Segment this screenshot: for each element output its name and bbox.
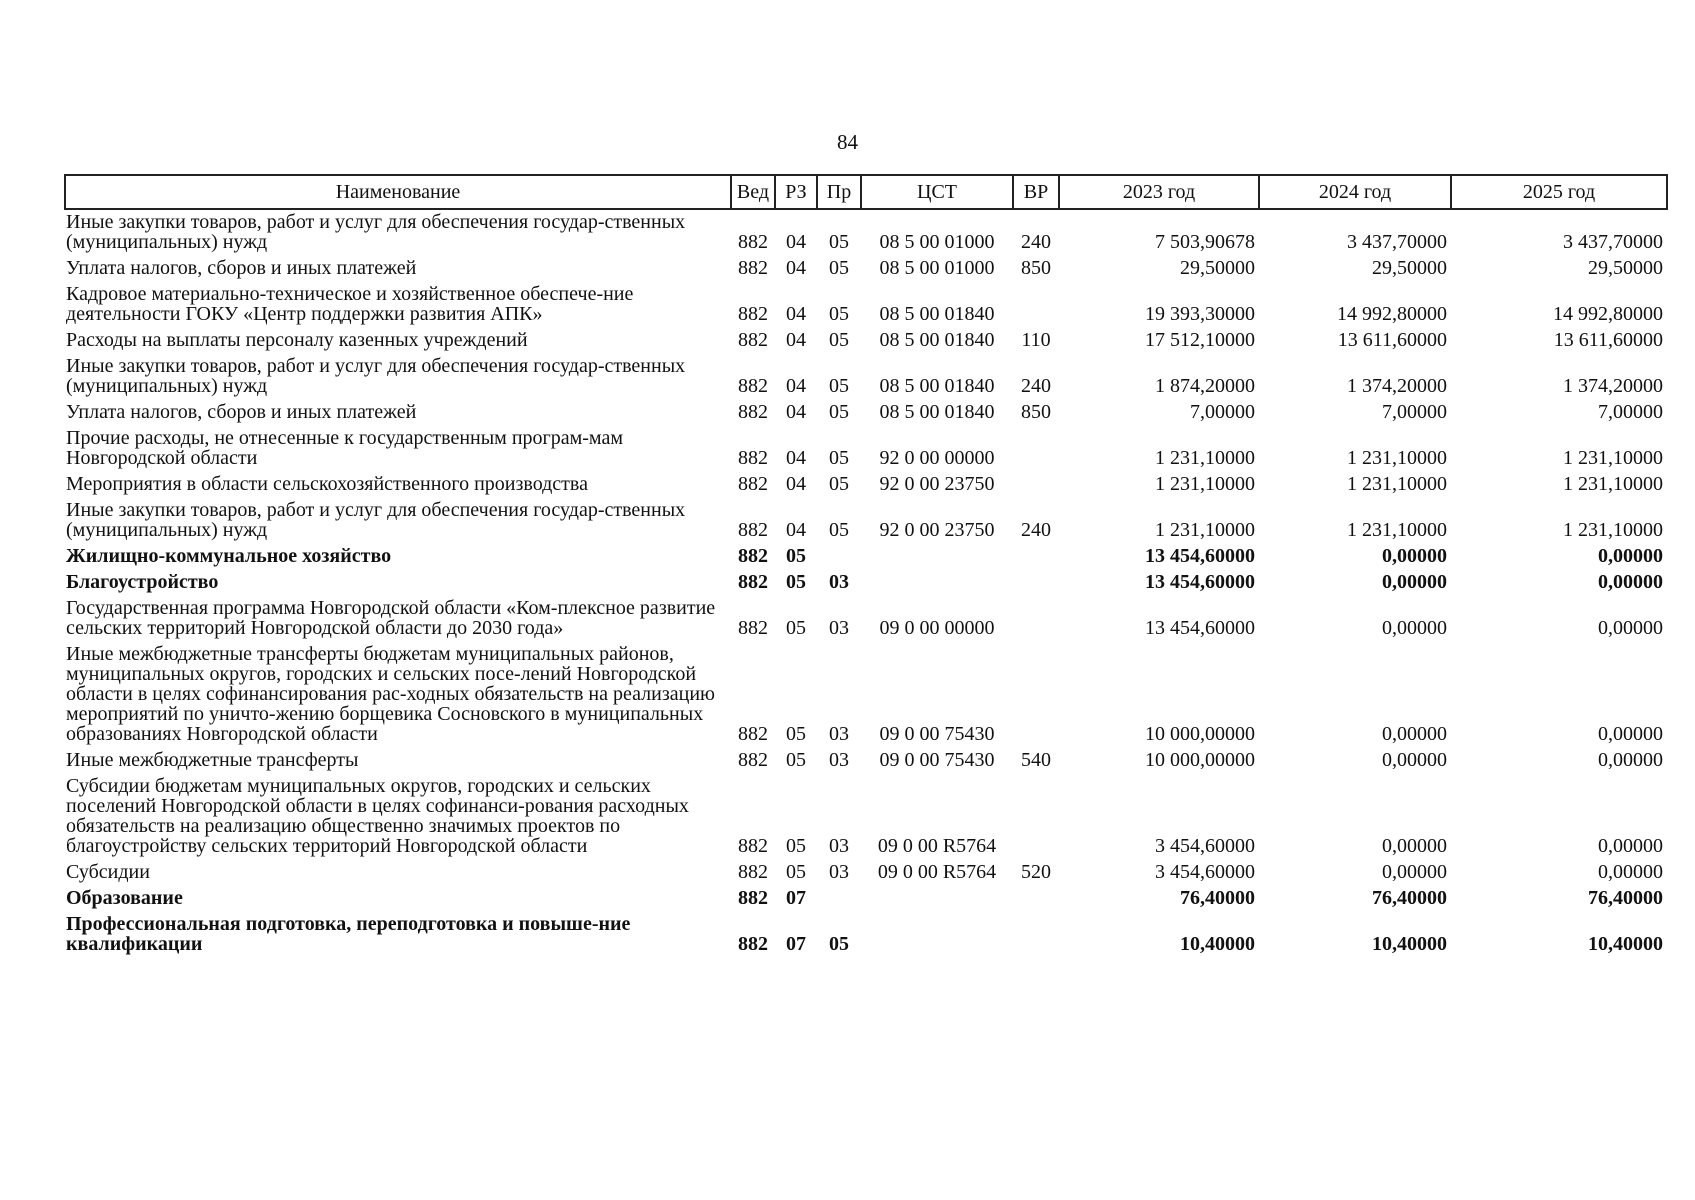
cell-2024: 0,00000: [1382, 749, 1447, 771]
cell-2025: 13 611,60000: [1553, 329, 1663, 351]
header-2023: 2023 год: [1059, 175, 1259, 209]
cell-2023: 76,40000: [1180, 887, 1255, 909]
table-row: [65, 570, 1667, 596]
cell-name: Государственная программа Новгородской области «Ком-плексное развитие сельских территорий Новгородской области до 2030 года»: [66, 597, 716, 639]
cell-2025: 10,40000: [1588, 933, 1663, 955]
cell-ved: 882: [738, 375, 768, 397]
cell-ved: 882: [738, 329, 768, 351]
cell-ved: 882: [738, 749, 768, 771]
table-header: [65, 175, 1667, 209]
cell-rz: 05: [786, 723, 806, 745]
cell-name: Субсидии: [66, 861, 150, 883]
cell-rz: 04: [786, 329, 806, 351]
cell-name: Иные закупки товаров, работ и услуг для обеспечения государ-ственных (муниципальных) нужд: [66, 355, 686, 397]
cell-2025: 29,50000: [1588, 257, 1663, 279]
cell-ved: 882: [738, 835, 768, 857]
cell-name: Уплата налогов, сборов и иных платежей: [66, 257, 417, 279]
cell-pr: 03: [829, 749, 849, 771]
cell-pr: [817, 544, 861, 570]
cell-ved: 882: [738, 401, 768, 423]
cell-name: Иные межбюджетные трансферты бюджетам муниципальных районов, муниципальных округов, городских и сельских посе-лений Новгородской области в целях софинансирования рас-ходных обязательств на реализацию мероприятий по уничто-жению борщевика Сосновского в муниципальных образованиях Новгородской области: [66, 643, 715, 745]
table-row: [65, 596, 1667, 642]
cell-pr: [817, 886, 861, 912]
cell-cst: 09 0 00 75430: [879, 723, 995, 745]
cell-cst: 92 0 00 23750: [879, 519, 995, 541]
table-row: [65, 472, 1667, 498]
cell-ved: 882: [738, 887, 768, 909]
cell-pr: 05: [829, 401, 849, 423]
cell-vr: 110: [1021, 329, 1051, 351]
cell-2025: 0,00000: [1598, 617, 1663, 639]
cell-cst: 09 0 00 R5764: [877, 835, 997, 857]
cell-pr: 05: [829, 447, 849, 469]
cell-2024: 29,50000: [1372, 257, 1447, 279]
cell-pr: 05: [829, 329, 849, 351]
cell-2023: 10 000,00000: [1145, 749, 1255, 771]
cell-2024: 10,40000: [1372, 933, 1447, 955]
table-row: [65, 256, 1667, 282]
cell-2025: 1 231,10000: [1563, 447, 1663, 469]
cell-2023: 1 231,10000: [1155, 519, 1255, 541]
cell-name: Уплата налогов, сборов и иных платежей: [66, 401, 417, 423]
cell-pr: 05: [829, 519, 849, 541]
cell-2023: 3 454,60000: [1155, 835, 1255, 857]
cell-name: Жилищно-коммунальное хозяйство: [66, 545, 392, 567]
header-ved: Вед: [731, 175, 775, 209]
cell-2024: 0,00000: [1382, 571, 1447, 593]
table-row: [65, 426, 1667, 472]
cell-ved: 882: [738, 617, 768, 639]
cell-pr: 03: [829, 835, 849, 857]
cell-name: Прочие расходы, не отнесенные к государственным програм-мам Новгородской области: [66, 427, 623, 469]
cell-cst: [861, 570, 1013, 596]
cell-2024: 0,00000: [1382, 861, 1447, 883]
cell-pr: 05: [829, 231, 849, 253]
cell-vr: 850: [1021, 257, 1051, 279]
cell-cst: 08 5 00 01840: [879, 303, 995, 325]
page-number: 84: [837, 130, 858, 154]
cell-ved: 882: [738, 723, 768, 745]
cell-2024: 76,40000: [1372, 887, 1447, 909]
cell-2023: 7 503,90678: [1155, 231, 1255, 253]
cell-name: Мероприятия в области сельскохозяйственного производства: [66, 473, 588, 495]
header-2024: 2024 год: [1259, 175, 1451, 209]
cell-2023: 17 512,10000: [1145, 329, 1255, 351]
cell-vr: [1013, 544, 1059, 570]
cell-ved: 882: [738, 571, 768, 593]
table-row: [65, 400, 1667, 426]
cell-name: Образование: [66, 887, 183, 909]
table-row: [65, 748, 1667, 774]
cell-cst: 09 0 00 R5764: [877, 861, 997, 883]
table-row: [65, 774, 1667, 860]
cell-vr: [1013, 912, 1059, 958]
cell-cst: 08 5 00 01840: [879, 401, 995, 423]
cell-2024: 0,00000: [1382, 545, 1447, 567]
cell-2024: 0,00000: [1382, 835, 1447, 857]
cell-2025: 3 437,70000: [1563, 231, 1663, 253]
cell-ved: 882: [738, 861, 768, 883]
table-body: [65, 209, 1667, 958]
cell-vr: 240: [1021, 231, 1051, 253]
table-row: [65, 912, 1667, 958]
cell-name: Иные закупки товаров, работ и услуг для обеспечения государ-ственных (муниципальных) нужд: [66, 211, 686, 253]
cell-vr: [1013, 282, 1059, 328]
cell-ved: 882: [738, 303, 768, 325]
cell-2024: 13 611,60000: [1337, 329, 1447, 351]
cell-ved: 882: [738, 447, 768, 469]
cell-ved: 882: [738, 933, 768, 955]
cell-rz: 07: [786, 933, 806, 955]
cell-2023: 1 231,10000: [1155, 447, 1255, 469]
cell-vr: 240: [1021, 375, 1051, 397]
cell-name: Расходы на выплаты персоналу казенных учреждений: [66, 329, 528, 351]
cell-vr: [1013, 886, 1059, 912]
cell-vr: [1013, 570, 1059, 596]
cell-vr: 850: [1021, 401, 1051, 423]
cell-2025: 1 374,20000: [1563, 375, 1663, 397]
cell-rz: 04: [786, 375, 806, 397]
table-row: [65, 886, 1667, 912]
cell-pr: 05: [829, 473, 849, 495]
cell-pr: 03: [829, 861, 849, 883]
cell-cst: 08 5 00 01000: [879, 257, 995, 279]
cell-2024: 1 231,10000: [1347, 447, 1447, 469]
cell-2025: 7,00000: [1598, 401, 1663, 423]
cell-2024: 7,00000: [1382, 401, 1447, 423]
cell-2023: 1 874,20000: [1155, 375, 1255, 397]
cell-2025: 0,00000: [1598, 861, 1663, 883]
cell-name: Иные закупки товаров, работ и услуг для обеспечения государ-ственных (муниципальных) нужд: [66, 499, 686, 541]
cell-2025: 0,00000: [1598, 545, 1663, 567]
cell-2023: 29,50000: [1180, 257, 1255, 279]
cell-pr: 05: [829, 303, 849, 325]
cell-rz: 05: [786, 545, 806, 567]
cell-2023: 13 454,60000: [1145, 617, 1255, 639]
cell-cst: [861, 886, 1013, 912]
cell-2025: 0,00000: [1598, 749, 1663, 771]
cell-rz: 04: [786, 473, 806, 495]
cell-2025: 1 231,10000: [1563, 519, 1663, 541]
cell-ved: 882: [738, 545, 768, 567]
table-row: [65, 860, 1667, 886]
table-row: [65, 642, 1667, 748]
cell-2023: 10 000,00000: [1145, 723, 1255, 745]
cell-2025: 76,40000: [1588, 887, 1663, 909]
cell-cst: 08 5 00 01840: [879, 375, 995, 397]
cell-name: Профессиональная подготовка, переподготовка и повыше-ние квалификации: [66, 913, 631, 955]
cell-2024: 0,00000: [1382, 617, 1447, 639]
cell-rz: 05: [786, 835, 806, 857]
cell-pr: 05: [829, 375, 849, 397]
table-row: [65, 209, 1667, 256]
cell-name: Иные межбюджетные трансферты: [66, 749, 359, 771]
header-name: Наименование: [65, 175, 731, 209]
cell-vr: 240: [1021, 519, 1051, 541]
header-cst: ЦСТ: [861, 175, 1013, 209]
cell-2023: 13 454,60000: [1145, 571, 1255, 593]
cell-2025: 0,00000: [1598, 571, 1663, 593]
cell-pr: 05: [829, 933, 849, 955]
cell-2025: 0,00000: [1598, 723, 1663, 745]
cell-rz: 04: [786, 257, 806, 279]
cell-cst: 92 0 00 00000: [879, 447, 995, 469]
cell-2023: 3 454,60000: [1155, 861, 1255, 883]
header-2025: 2025 год: [1451, 175, 1667, 209]
cell-cst: 92 0 00 23750: [879, 473, 995, 495]
cell-rz: 05: [786, 749, 806, 771]
cell-vr: 540: [1021, 749, 1051, 771]
cell-cst: [861, 544, 1013, 570]
cell-2023: 19 393,30000: [1145, 303, 1255, 325]
cell-cst: 09 0 00 00000: [879, 617, 995, 639]
table-row: [65, 354, 1667, 400]
cell-pr: 03: [829, 723, 849, 745]
table-row: [65, 282, 1667, 328]
cell-2025: 0,00000: [1598, 835, 1663, 857]
cell-2025: 1 231,10000: [1563, 473, 1663, 495]
cell-ved: 882: [738, 519, 768, 541]
cell-rz: 04: [786, 231, 806, 253]
cell-2023: 1 231,10000: [1155, 473, 1255, 495]
cell-rz: 05: [786, 861, 806, 883]
cell-name: Благоустройство: [66, 571, 219, 593]
cell-rz: 04: [786, 447, 806, 469]
cell-ved: 882: [738, 257, 768, 279]
cell-2024: 1 231,10000: [1347, 473, 1447, 495]
cell-cst: 08 5 00 01840: [879, 329, 995, 351]
header-rz: РЗ: [775, 175, 817, 209]
cell-rz: 04: [786, 303, 806, 325]
cell-2023: 13 454,60000: [1145, 545, 1255, 567]
cell-vr: [1013, 774, 1059, 860]
cell-cst: 08 5 00 01000: [879, 231, 995, 253]
cell-2024: 3 437,70000: [1347, 231, 1447, 253]
table-row: [65, 328, 1667, 354]
cell-2025: 14 992,80000: [1553, 303, 1663, 325]
cell-rz: 04: [786, 401, 806, 423]
cell-vr: [1013, 642, 1059, 748]
cell-rz: 04: [786, 519, 806, 541]
cell-cst: 09 0 00 75430: [879, 749, 995, 771]
cell-rz: 05: [786, 571, 806, 593]
header-pr: Пр: [817, 175, 861, 209]
cell-2024: 1 231,10000: [1347, 519, 1447, 541]
cell-vr: [1013, 426, 1059, 472]
cell-rz: 05: [786, 617, 806, 639]
cell-pr: 03: [829, 617, 849, 639]
cell-vr: [1013, 596, 1059, 642]
cell-cst: [861, 912, 1013, 958]
cell-2023: 10,40000: [1180, 933, 1255, 955]
cell-pr: 05: [829, 257, 849, 279]
cell-rz: 07: [786, 887, 806, 909]
cell-2023: 7,00000: [1190, 401, 1255, 423]
cell-ved: 882: [738, 231, 768, 253]
table-row: [65, 498, 1667, 544]
cell-pr: 03: [829, 571, 849, 593]
cell-ved: 882: [738, 473, 768, 495]
cell-2024: 14 992,80000: [1337, 303, 1447, 325]
cell-vr: 520: [1021, 861, 1051, 883]
cell-name: Кадровое материально-техническое и хозяйственное обеспече-ние деятельности ГОКУ «Центр поддержки развития АПК»: [66, 283, 634, 325]
table-row: [65, 544, 1667, 570]
budget-table: [64, 174, 1668, 958]
cell-2024: 0,00000: [1382, 723, 1447, 745]
cell-2024: 1 374,20000: [1347, 375, 1447, 397]
cell-vr: [1013, 472, 1059, 498]
cell-name: Субсидии бюджетам муниципальных округов, городских и сельских поселений Новгородской области в целях софинанси-рования расходных обязательств на реализацию общественно значимых проектов по благоустройству сельских территорий Новгородской области: [66, 775, 689, 857]
header-vr: ВР: [1013, 175, 1059, 209]
